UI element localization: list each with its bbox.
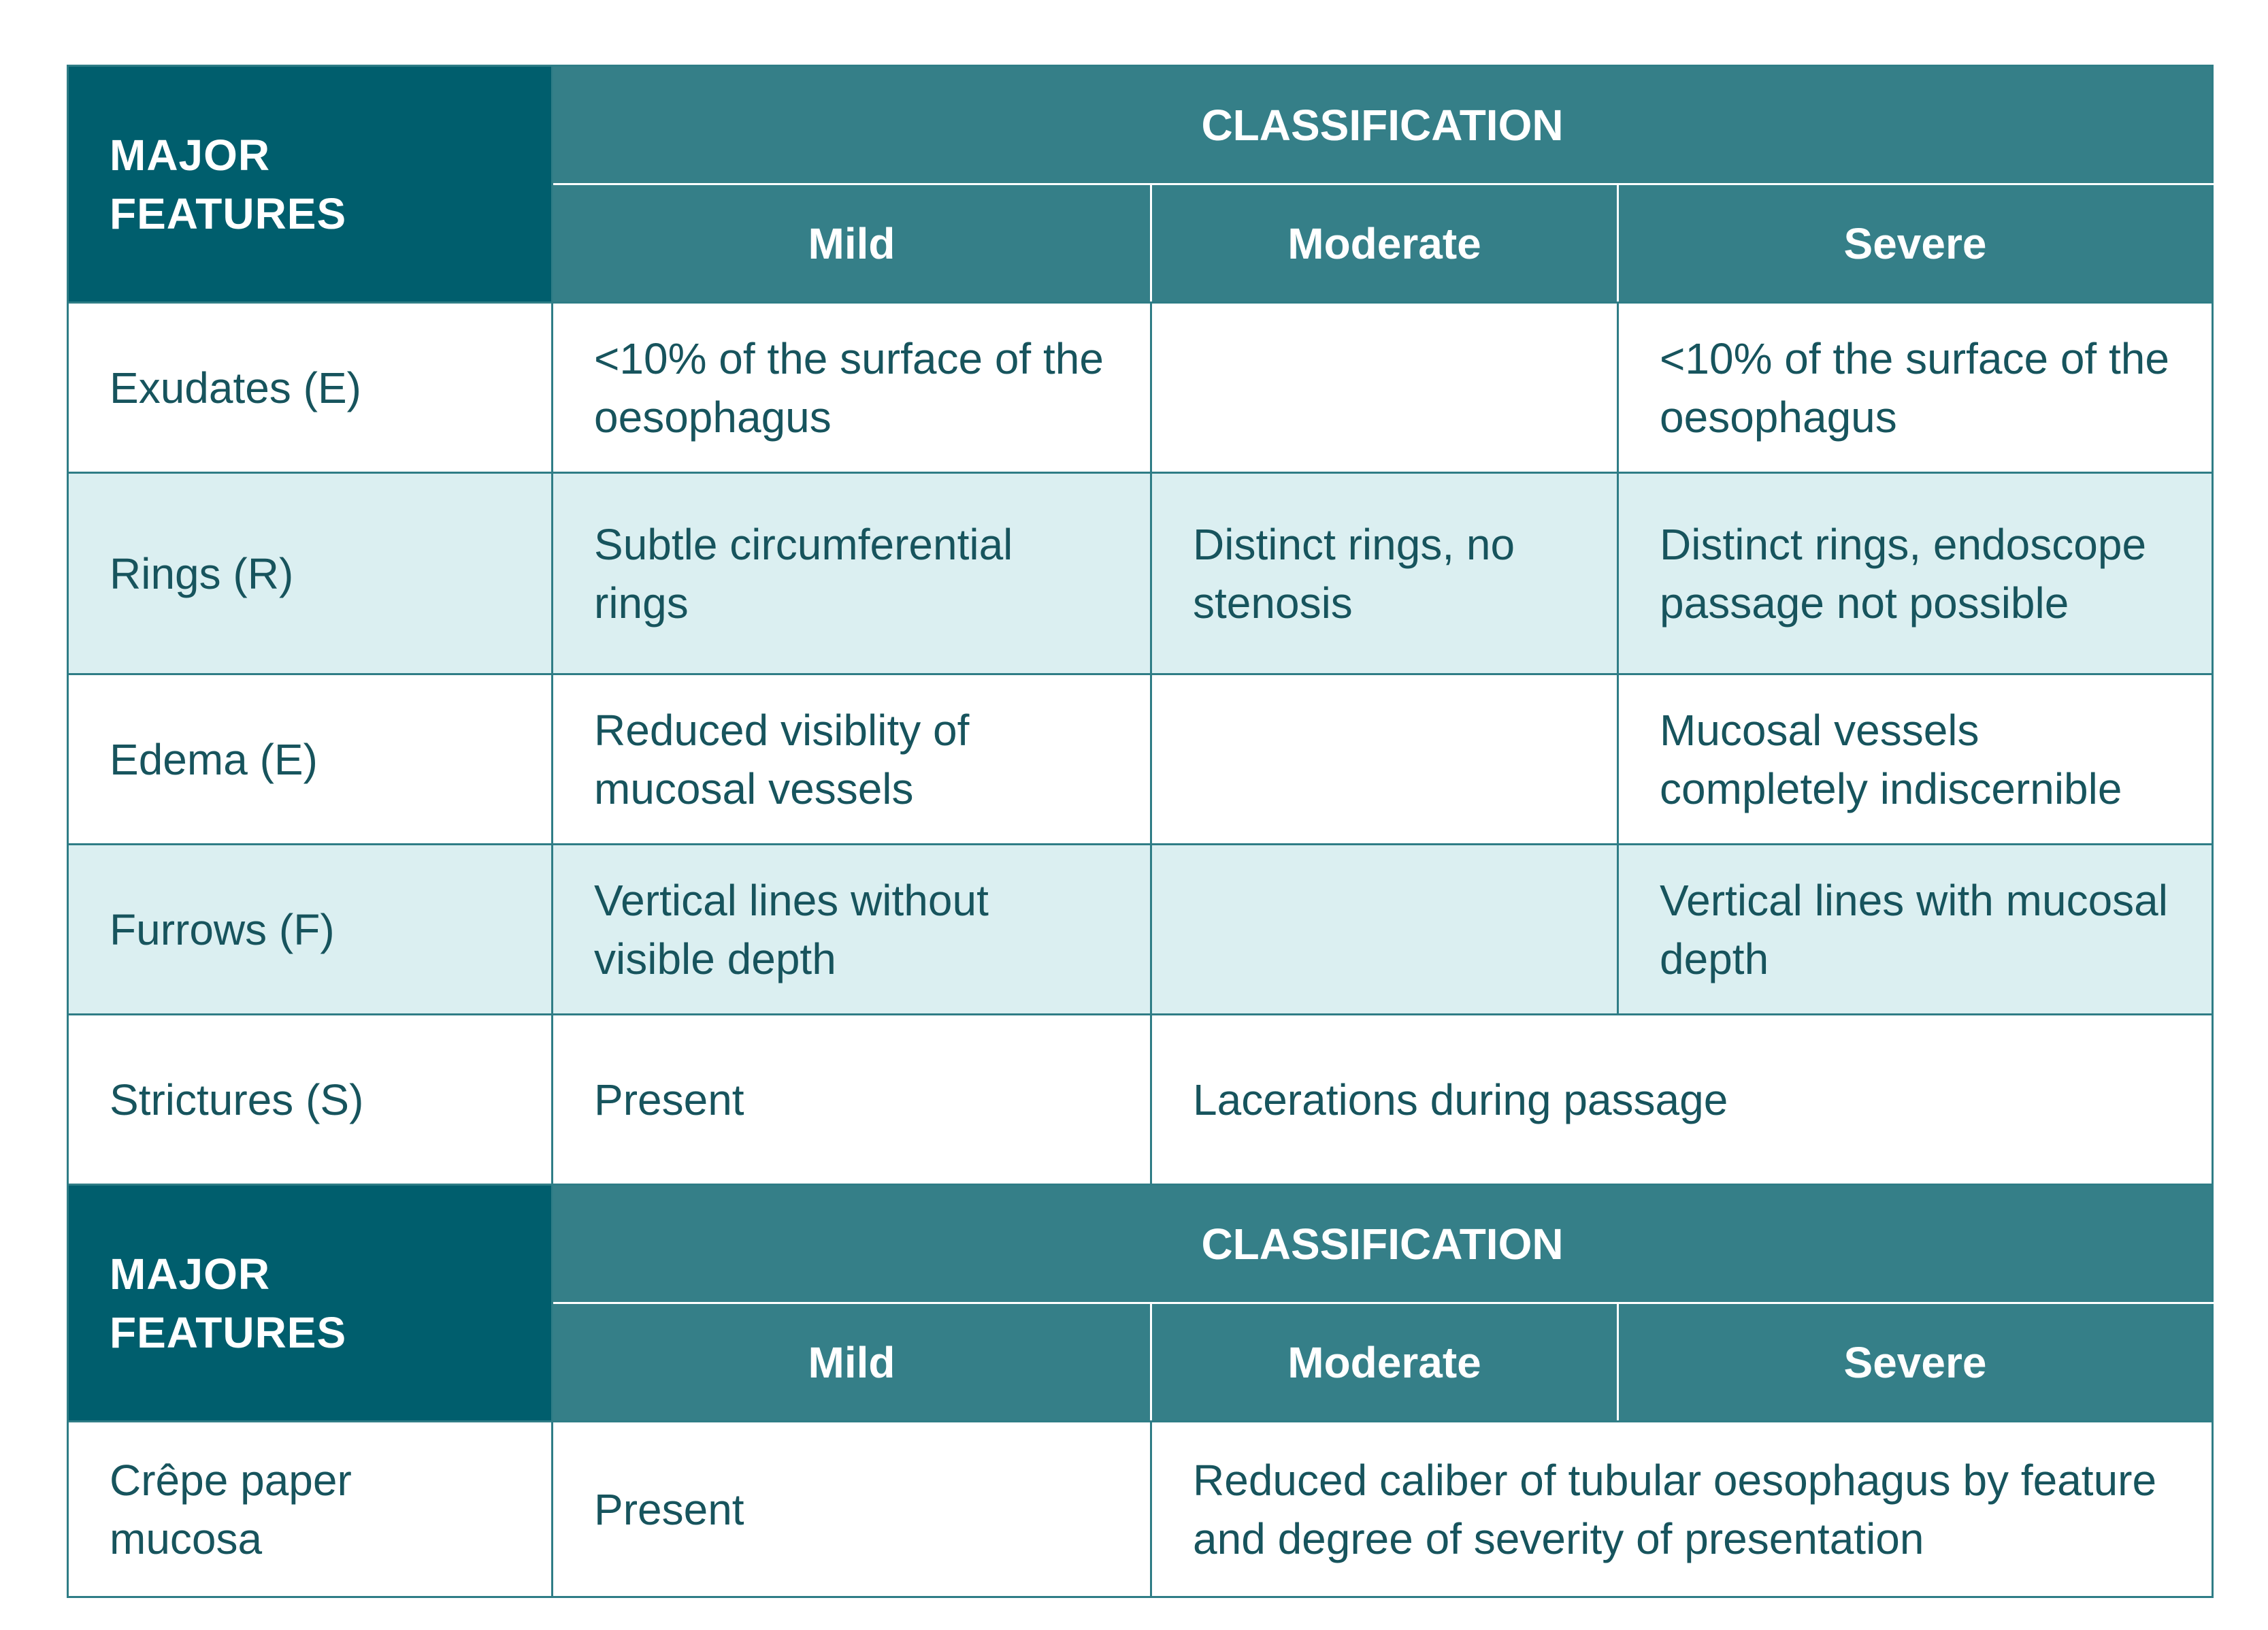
major-features-header: MAJOR FEATURES (68, 66, 553, 303)
severe-cell: Vertical lines with mucosal depth (1618, 845, 2213, 1015)
feature-cell: Exudates (E) (68, 303, 553, 473)
moderate-cell (1151, 303, 1618, 473)
mild-header: Mild (553, 1303, 1151, 1422)
severe-cell: Distinct rings, endoscope passage not possible (1618, 473, 2213, 674)
table-row-edema (68, 674, 2213, 845)
feature-cell: Strictures (S) (68, 1015, 553, 1185)
moderate-header: Moderate (1151, 1303, 1618, 1422)
feature-cell: Rings (R) (68, 473, 553, 674)
table-row-rings (68, 473, 2213, 674)
moderate-cell: Distinct rings, no stenosis (1151, 473, 1618, 674)
eref-classification-table (67, 65, 2214, 1598)
table-row-furrows (68, 845, 2213, 1015)
moderate-severe-cell: Lacerations during passage (1151, 1015, 2213, 1185)
classification-header: CLASSIFICATION (553, 1185, 2213, 1303)
feature-cell: Furrows (F) (68, 845, 553, 1015)
moderate-cell (1151, 845, 1618, 1015)
moderate-header: Moderate (1151, 184, 1618, 303)
mild-cell: <10% of the surface of the oesophagus (553, 303, 1151, 473)
mild-cell: Subtle circumferential rings (553, 473, 1151, 674)
feature-cell: Crêpe paper mucosa (68, 1422, 553, 1597)
mild-cell: Vertical lines without visible depth (553, 845, 1151, 1015)
table-row-strictures (68, 1015, 2213, 1185)
severe-cell: <10% of the surface of the oesophagus (1618, 303, 2213, 473)
table-row-crepe-paper-mucosa (68, 1422, 2213, 1597)
severe-cell: Mucosal vessels completely indiscernible (1618, 674, 2213, 845)
mild-cell: Reduced visiblity of mucosal vessels (553, 674, 1151, 845)
mild-cell: Present (553, 1422, 1151, 1597)
table-row-exudates (68, 303, 2213, 473)
moderate-cell (1151, 674, 1618, 845)
mild-cell: Present (553, 1015, 1151, 1185)
moderate-severe-cell: Reduced caliber of tubular oesophagus by feature and degree of severity of presentation (1151, 1422, 2213, 1597)
mild-header: Mild (553, 184, 1151, 303)
feature-cell: Edema (E) (68, 674, 553, 845)
classification-header: CLASSIFICATION (553, 66, 2213, 184)
severe-header: Severe (1618, 1303, 2213, 1422)
major-features-header: MAJOR FEATURES (68, 1185, 553, 1422)
severe-header: Severe (1618, 184, 2213, 303)
